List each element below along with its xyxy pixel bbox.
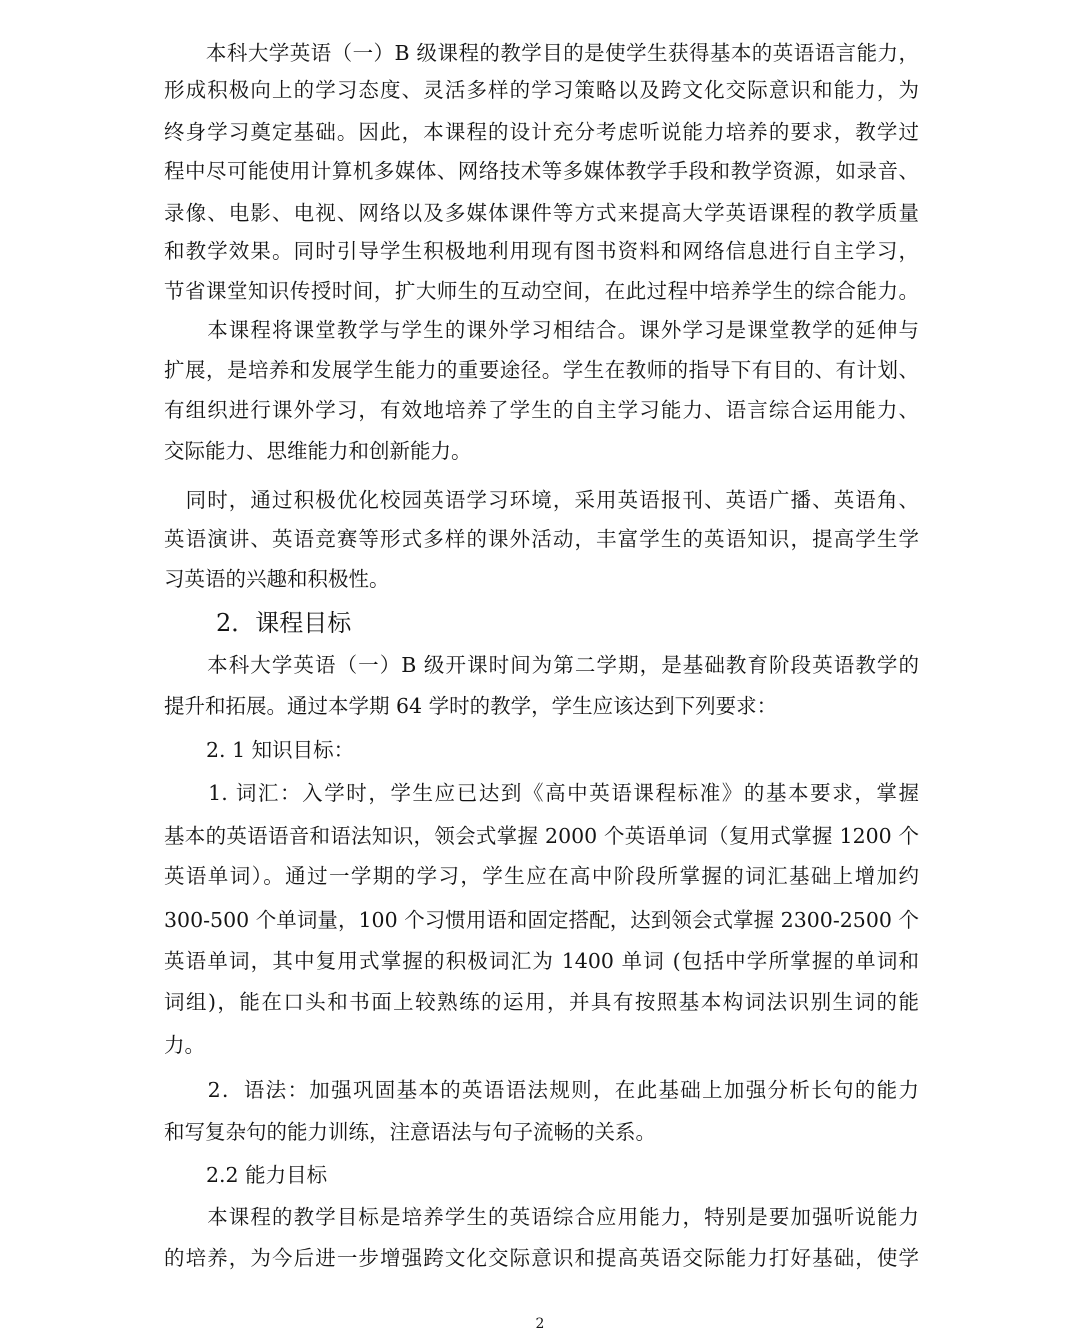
paragraph-7-line: 的培养，为今后进一步增强跨文化交际意识和提高英语交际能力打好基础，使学 xyxy=(164,1246,919,1270)
paragraph-5-line: 基本的英语语音和语法知识，领会式掌握 2000 个英语单词（复用式掌握 1200 个 xyxy=(164,824,919,848)
subsection-heading: 2. 1 知识目标： xyxy=(206,738,355,762)
document-page xyxy=(164,0,919,1338)
paragraph-2-line: 交际能力、思维能力和创新能力。 xyxy=(164,439,472,463)
page-number: 2 xyxy=(535,1316,545,1332)
paragraph-1-line: 形成积极向上的学习态度、灵活多样的学习策略以及跨文化交际意识和能力，为 xyxy=(164,78,919,102)
subsection-heading: 2.2 能力目标 xyxy=(206,1163,328,1187)
paragraph-5-line: 力。 xyxy=(164,1033,205,1057)
paragraph-1-line: 程中尽可能使用计算机多媒体、网络技术等多媒体教学手段和教学资源，如录音、 xyxy=(164,159,919,183)
paragraph-2-line: 本课程将课堂教学与学生的课外学习相结合。课外学习是课堂教学的延伸与 xyxy=(164,318,919,342)
paragraph-1-line: 节省课堂知识传授时间，扩大师生的互动空间，在此过程中培养学生的综合能力。 xyxy=(164,279,919,303)
paragraph-1-line: 和教学效果。同时引导学生积极地利用现有图书资料和网络信息进行自主学习， xyxy=(164,239,919,263)
paragraph-3-line: 同时，通过积极优化校园英语学习环境，采用英语报刊、英语广播、英语角、 xyxy=(164,488,919,512)
paragraph-5-line: 词组)，能在口头和书面上较熟练的运用，并具有按照基本构词法识别生词的能 xyxy=(164,990,919,1014)
paragraph-5-line: 1. 词汇：入学时，学生应已达到《高中英语课程标准》的基本要求，掌握 xyxy=(164,781,919,805)
paragraph-3-line: 习英语的兴趣和积极性。 xyxy=(164,567,390,591)
paragraph-6-line: 2．语法：加强巩固基本的英语语法规则，在此基础上加强分析长句的能力 xyxy=(164,1078,919,1102)
paragraph-5-line: 英语单词，其中复用式掌握的积极词汇为 1400 单词 (包括中学所掌握的单词和 xyxy=(164,949,919,973)
paragraph-5-line: 300-500 个单词量，100 个习惯用语和固定搭配，达到领会式掌握 2300-2500 个 xyxy=(164,908,919,932)
paragraph-1-line: 终身学习奠定基础。因此，本课程的设计充分考虑听说能力培养的要求，教学过 xyxy=(164,120,919,144)
paragraph-5-line: 英语单词）。通过一学期的学习，学生应在高中阶段所掌握的词汇基础上增加约 xyxy=(164,864,919,888)
paragraph-4-line: 提升和拓展。通过本学期 64 学时的教学，学生应该达到下列要求： xyxy=(164,694,778,718)
paragraph-6-line: 和写复杂句的能力训练，注意语法与句子流畅的关系。 xyxy=(164,1120,656,1144)
paragraph-2-line: 扩展，是培养和发展学生能力的重要途径。学生在教师的指导下有目的、有计划、 xyxy=(164,358,919,382)
paragraph-2-line: 有组织进行课外学习，有效地培养了学生的自主学习能力、语言综合运用能力、 xyxy=(164,398,919,422)
section-heading: 2．课程目标 xyxy=(216,609,352,637)
paragraph-7-line: 本课程的教学目标是培养学生的英语综合应用能力，特别是要加强听说能力 xyxy=(164,1205,919,1229)
paragraph-1-line: 录像、电影、电视、网络以及多媒体课件等方式来提高大学英语课程的教学质量 xyxy=(164,201,919,225)
paragraph-3-line: 英语演讲、英语竞赛等形式多样的课外活动，丰富学生的英语知识，提高学生学 xyxy=(164,527,919,551)
paragraph-4-line: 本科大学英语（一）B 级开课时间为第二学期，是基础教育阶段英语教学的 xyxy=(164,653,919,677)
paragraph-1-line: 本科大学英语（一）B 级课程的教学目的是使学生获得基本的英语语言能力， xyxy=(164,41,919,65)
